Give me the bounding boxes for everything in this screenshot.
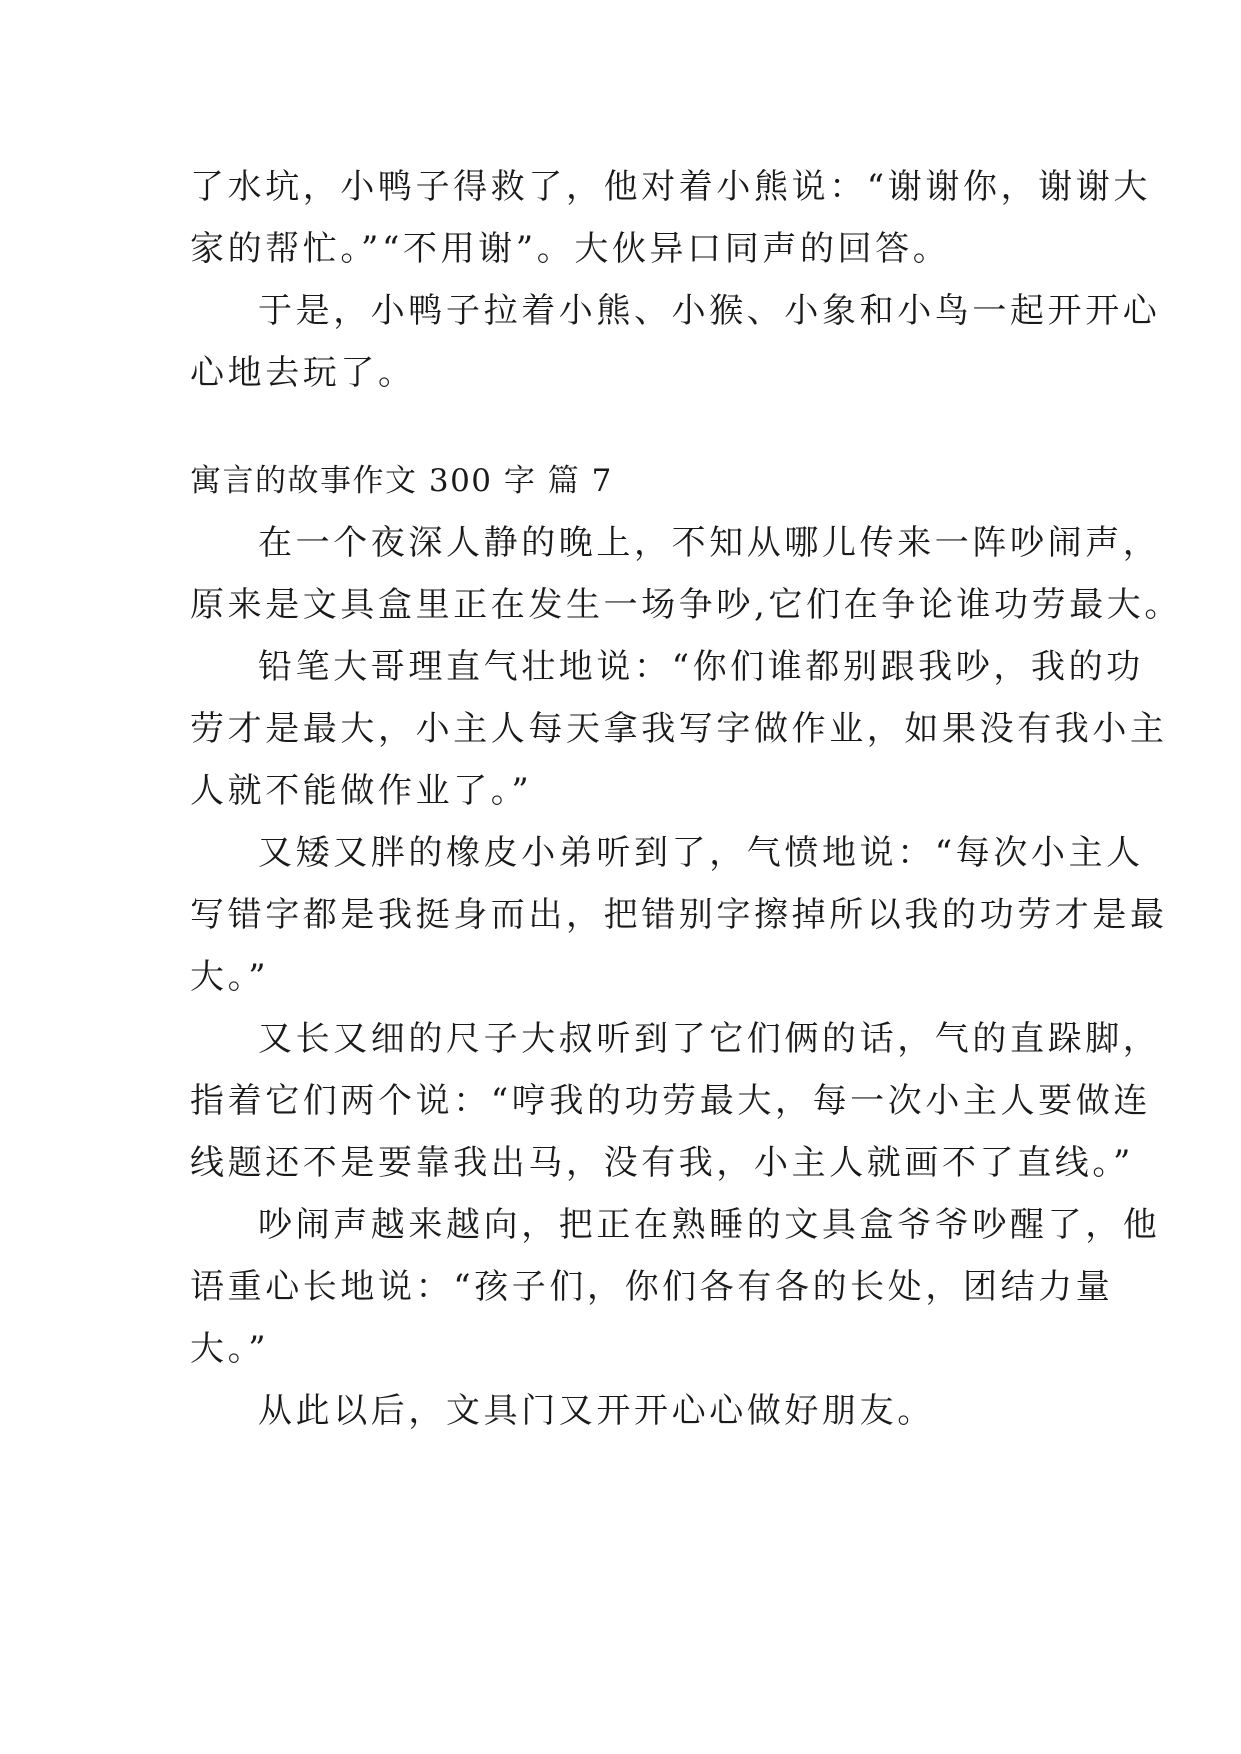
paragraph-line: 大。” bbox=[190, 957, 270, 997]
paragraph-line: 原来是文具盒里正在发生一场争吵,它们在争论谁功劳最大。 bbox=[190, 585, 1183, 625]
paragraph-line: 了水坑，小鸭子得救了，他对着小熊说：“谢谢你，谢谢大 bbox=[190, 167, 1151, 207]
paragraph-line: 劳才是最大，小主人每天拿我写字做作业，如果没有我小主 bbox=[190, 709, 1168, 749]
paragraph-line: 线题还不是要靠我出马，没有我，小主人就画不了直线。” bbox=[190, 1143, 1134, 1183]
paragraph-line: 铅笔大哥理直气壮地说：“你们谁都别跟我吵，我的功 bbox=[258, 647, 1144, 687]
paragraph-line: 又矮又胖的橡皮小弟听到了，气愤地说：“每次小主人 bbox=[258, 833, 1144, 873]
paragraph-line: 吵闹声越来越向，把正在熟睡的文具盒爷爷吵醒了，他 bbox=[258, 1205, 1161, 1245]
paragraph-line: 大。” bbox=[190, 1329, 270, 1369]
paragraph-line: 从此以后，文具门又开开心心做好朋友。 bbox=[258, 1391, 935, 1431]
paragraph-line: 指着它们两个说：“哼我的功劳最大，每一次小主人要做连 bbox=[190, 1081, 1151, 1121]
paragraph-line: 人就不能做作业了。” bbox=[190, 771, 533, 811]
paragraph-line: 于是，小鸭子拉着小熊、小猴、小象和小鸟一起开开心 bbox=[258, 291, 1161, 331]
paragraph-line: 写错字都是我挺身而出，把错别字擦掉所以我的功劳才是最 bbox=[190, 895, 1168, 935]
paragraph-line: 心地去玩了。 bbox=[190, 353, 416, 393]
paragraph-line: 又长又细的尺子大叔听到了它们俩的话，气的直跺脚， bbox=[258, 1019, 1161, 1059]
paragraph-line: 家的帮忙。”“不用谢”。大伙异口同声的回答。 bbox=[190, 229, 951, 269]
paragraph-line: 语重心长地说：“孩子们，你们各有各的长处，团结力量 bbox=[190, 1267, 1114, 1307]
section-heading: 寓言的故事作文 300 字 篇 7 bbox=[190, 463, 613, 499]
paragraph-line: 在一个夜深人静的晚上，不知从哪儿传来一阵吵闹声， bbox=[258, 523, 1161, 563]
